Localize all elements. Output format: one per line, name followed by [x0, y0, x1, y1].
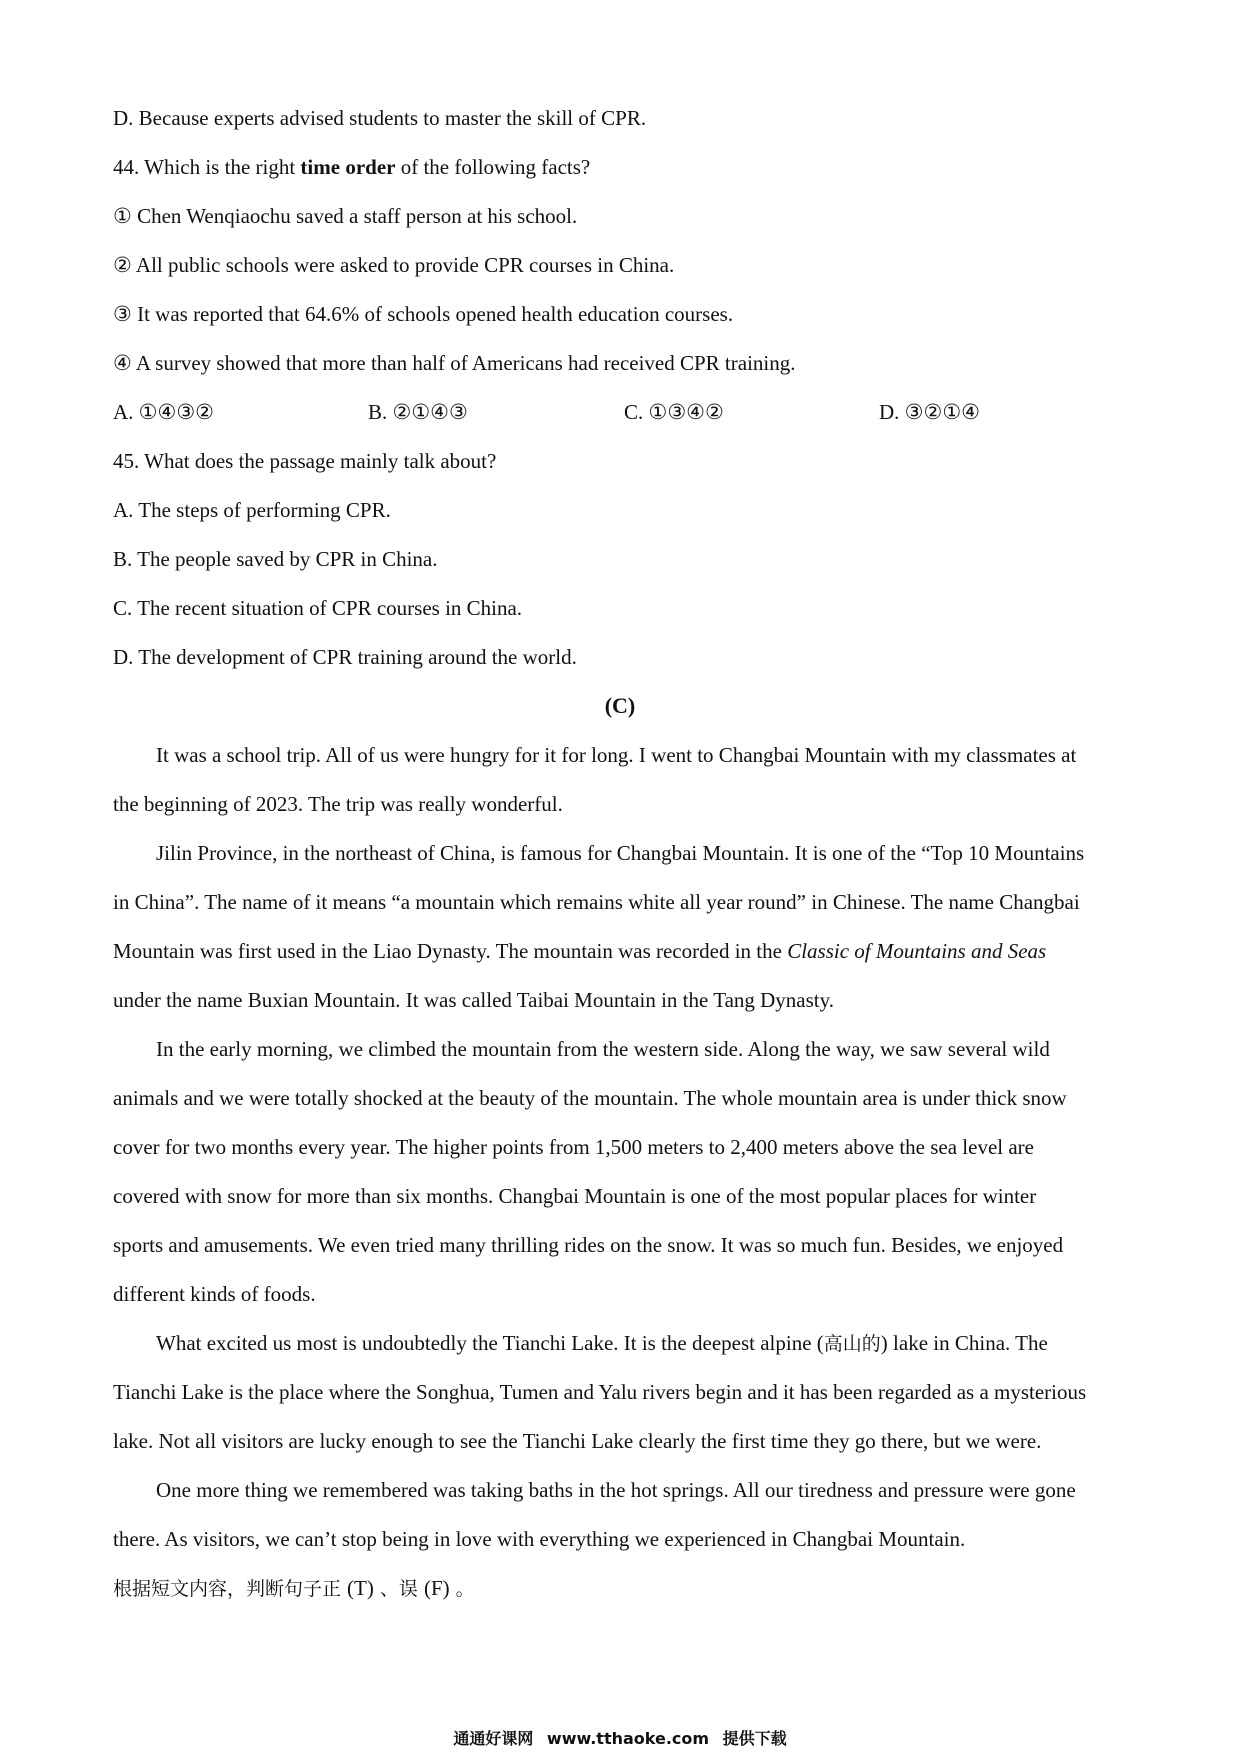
p3-line-1: In the early morning, we climbed the mountain from the western side. Along the way, we saw several wild — [156, 1037, 1050, 1061]
q44-fact-4: ④ A survey showed that more than half of Americans had received CPR training. — [113, 351, 796, 375]
footer-site-name: 通通好课网 — [453, 1729, 534, 1748]
tf-instruction-f: (F) — [423, 1576, 450, 1600]
tf-instruction-cn-2: 、误 — [373, 1578, 424, 1600]
p3-line-6: different kinds of foods. — [113, 1282, 316, 1306]
q45-option-c: C. The recent situation of CPR courses in China. — [113, 596, 523, 620]
p4-line-1-after: ) lake in China. The — [880, 1331, 1048, 1355]
q44-options-row — [113, 397, 1013, 427]
tf-instruction-cn-3: 。 — [449, 1578, 475, 1600]
p4-line-1-cn-gloss: 高山的 — [823, 1333, 881, 1355]
section-c-heading: (C) — [604, 693, 636, 718]
q44-stem-after: of the following facts? — [395, 155, 591, 179]
p3-line-5: sports and amusements. We even tried many thrilling rides on the snow. It was so much fun. Besides, we enjoyed — [113, 1233, 1064, 1257]
p2-line-1: Jilin Province, in the northeast of China, is famous for Changbai Mountain. It is one of the “Top 10 Mountains — [156, 841, 1085, 865]
q44-fact-3: ③ It was reported that 64.6% of schools opened health education courses. — [113, 302, 734, 326]
q44-stem-before: 44. Which is the right — [113, 155, 301, 179]
p4-line-3: lake. Not all visitors are lucky enough to see the Tianchi Lake clearly the first time they go there, but we were. — [113, 1429, 1042, 1453]
q44-option-c: C. ①③④② — [624, 400, 724, 424]
q44-stem — [113, 152, 590, 182]
p5-line-2: there. As visitors, we can’t stop being in love with everything we experienced in Changbai Mountain. — [113, 1527, 966, 1551]
p4-line-2: Tianchi Lake is the place where the Songhua, Tumen and Yalu rivers begin and it has been regarded as a mysterious — [113, 1380, 1087, 1404]
q43-option-d: D. Because experts advised students to master the skill of CPR. — [113, 106, 647, 130]
q45-option-a: A. The steps of performing CPR. — [113, 498, 391, 522]
p5-line-1: One more thing we remembered was taking baths in the hot springs. All our tiredness and pressure were gone — [156, 1478, 1076, 1502]
p3-line-3: cover for two months every year. The higher points from 1,500 meters to 2,400 meters above the sea level are — [113, 1135, 1034, 1159]
p2-line-3 — [113, 936, 1046, 966]
p3-line-2: animals and we were totally shocked at the beauty of the mountain. The whole mountain area is under thick snow — [113, 1086, 1067, 1110]
tf-instruction-t: (T) — [347, 1576, 374, 1600]
p3-line-4: covered with snow for more than six months. Changbai Mountain is one of the most popular places for winter — [113, 1184, 1037, 1208]
p4-line-1-before: What excited us most is undoubtedly the Tianchi Lake. It is the deepest alpine ( — [156, 1331, 824, 1355]
p2-line-2: in China”. The name of it means “a mountain which remains white all year round” in Chinese. The name Changbai — [113, 890, 1080, 914]
footer-download-text: 提供下载 — [722, 1729, 787, 1748]
q44-fact-2: ② All public schools were asked to provide CPR courses in China. — [113, 253, 675, 277]
q44-stem-bold: time order — [300, 155, 396, 179]
page-footer — [0, 1726, 1240, 1749]
q45-option-b: B. The people saved by CPR in China. — [113, 547, 438, 571]
p4-line-1 — [156, 1328, 1048, 1359]
p2-line-4: under the name Buxian Mountain. It was called Taibai Mountain in the Tang Dynasty. — [113, 988, 835, 1012]
q44-option-a: A. ①④③② — [113, 400, 214, 424]
book-title-italic: Classic of Mountains and Seas — [787, 939, 1047, 963]
footer-url[interactable]: www.tthaoke.com — [546, 1729, 710, 1748]
p1-line-1: It was a school trip. All of us were hungry for it for long. I went to Changbai Mountain with my classmates at — [156, 743, 1077, 767]
q44-fact-1: ① Chen Wenqiaochu saved a staff person at his school. — [113, 204, 578, 228]
p1-line-2: the beginning of 2023. The trip was really wonderful. — [113, 792, 563, 816]
q45-option-d: D. The development of CPR training around the world. — [113, 645, 577, 669]
tf-instruction — [113, 1573, 475, 1604]
q44-option-d: D. ③②①④ — [879, 400, 980, 424]
tf-instruction-cn-1: 根据短文内容，判断句子正 — [113, 1578, 348, 1600]
q44-option-b: B. ②①④③ — [368, 400, 468, 424]
p2-line-3-text: Mountain was first used in the Liao Dynasty. The mountain was recorded in the — [113, 939, 788, 963]
q45-stem: 45. What does the passage mainly talk about? — [113, 449, 497, 473]
